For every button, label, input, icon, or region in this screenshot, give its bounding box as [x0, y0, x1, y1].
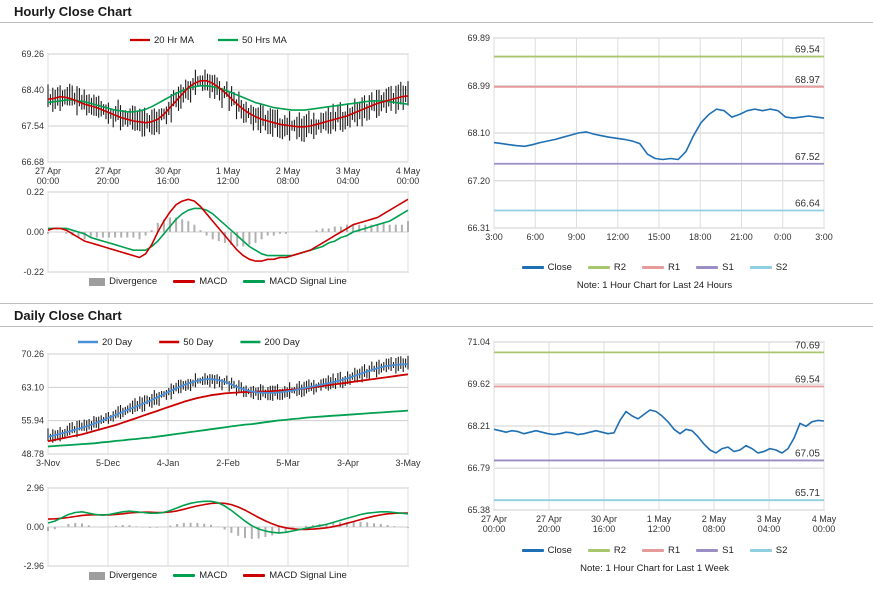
hourly-price-chart: [0, 26, 436, 196]
legend-swatch-line: [588, 266, 610, 269]
svg-text:3:00: 3:00: [815, 232, 833, 242]
svg-text:67.54: 67.54: [21, 121, 44, 131]
svg-text:04:00: 04:00: [336, 176, 360, 186]
hourly-24h-legend-item: [522, 262, 572, 273]
svg-text:63.10: 63.10: [21, 382, 44, 393]
svg-text:50 Day: 50 Day: [183, 337, 214, 348]
svg-text:69.62: 69.62: [467, 379, 490, 390]
svg-text:1 May: 1 May: [215, 166, 241, 176]
legend-label: Close: [547, 545, 572, 556]
svg-text:68.21: 68.21: [467, 421, 490, 431]
legend-swatch-line: [522, 549, 544, 552]
legend-swatch-line: [243, 280, 265, 283]
legend-label: Divergence: [109, 276, 158, 287]
hourly-macd-legend-item: [89, 276, 157, 287]
legend-swatch-line: [642, 549, 664, 552]
svg-text:12:00: 12:00: [606, 232, 630, 242]
svg-text:67.20: 67.20: [467, 175, 490, 186]
svg-text:3 May: 3 May: [335, 166, 361, 176]
svg-text:20 Hr MA: 20 Hr MA: [154, 35, 195, 46]
daily-week-legend-item: [696, 545, 734, 556]
svg-text:16:00: 16:00: [592, 524, 616, 534]
legend-swatch-line: [750, 266, 772, 269]
svg-text:2 May: 2 May: [275, 166, 301, 176]
svg-text:20:00: 20:00: [96, 176, 120, 186]
daily-week-legend-item: [750, 545, 788, 556]
legend-label: R1: [668, 262, 681, 273]
svg-text:27 Apr: 27 Apr: [535, 514, 563, 524]
svg-text:1 May: 1 May: [646, 514, 672, 524]
svg-text:66.31: 66.31: [467, 223, 490, 233]
hourly-title-text: Hourly Close Chart: [14, 4, 132, 19]
svg-text:00:00: 00:00: [812, 524, 836, 534]
daily-week-legend: [436, 545, 873, 574]
svg-text:66.79: 66.79: [467, 463, 490, 474]
legend-label: R2: [613, 262, 627, 273]
legend-swatch-line: [750, 549, 772, 552]
svg-text:0.00: 0.00: [26, 227, 44, 237]
legend-swatch-box: [89, 572, 105, 580]
svg-text:4 May: 4 May: [395, 166, 421, 176]
legend-label: S1: [722, 262, 734, 273]
legend-swatch-line: [696, 266, 718, 269]
svg-text:2.96: 2.96: [26, 483, 44, 493]
hourly-24h-legend: [436, 262, 873, 291]
svg-text:9:00: 9:00: [567, 232, 586, 242]
svg-text:3:00: 3:00: [485, 232, 503, 242]
legend-swatch-line: [588, 549, 610, 552]
svg-text:3-May: 3-May: [395, 458, 421, 468]
legend-swatch-line: [243, 574, 265, 577]
svg-text:27 Apr: 27 Apr: [480, 514, 508, 524]
legend-label: R2: [613, 545, 627, 556]
svg-text:68.40: 68.40: [21, 85, 44, 95]
legend-swatch-line: [696, 549, 718, 552]
svg-text:08:00: 08:00: [702, 524, 726, 534]
svg-text:00:00: 00:00: [396, 176, 420, 186]
svg-text:70.26: 70.26: [21, 349, 44, 359]
daily-macd-legend-item: [243, 570, 347, 581]
daily-macd-legend: [0, 570, 436, 581]
svg-text:4-Jan: 4-Jan: [156, 458, 180, 468]
svg-text:20 Day: 20 Day: [102, 337, 133, 348]
legend-label: MACD Signal Line: [269, 276, 347, 287]
legend-label: S2: [775, 545, 788, 556]
divider-daily: [0, 326, 873, 327]
svg-text:12:00: 12:00: [216, 176, 240, 186]
svg-text:00:00: 00:00: [482, 524, 506, 534]
svg-text:65.38: 65.38: [467, 505, 490, 515]
hourly-24h-chart: [436, 26, 873, 266]
hourly-section-title: [14, 4, 132, 19]
svg-text:08:00: 08:00: [276, 176, 300, 186]
divider-middle: [0, 303, 873, 304]
svg-text:30 Apr: 30 Apr: [590, 514, 618, 524]
legend-label: MACD: [199, 276, 228, 287]
hourly-macd-legend-item: [243, 276, 347, 287]
svg-text:68.99: 68.99: [467, 80, 490, 91]
daily-section-title: [14, 308, 122, 323]
daily-macd-legend-item: [173, 570, 227, 581]
svg-text:12:00: 12:00: [647, 524, 671, 534]
svg-text:21:00: 21:00: [730, 232, 753, 242]
legend-swatch-box: [89, 278, 105, 286]
legend-label: MACD Signal Line: [269, 570, 347, 581]
daily-week-legend-item: [588, 545, 626, 556]
svg-text:0.22: 0.22: [26, 187, 44, 197]
svg-text:3-Nov: 3-Nov: [35, 458, 61, 468]
svg-text:0.00: 0.00: [26, 522, 44, 532]
svg-text:4 May: 4 May: [811, 514, 837, 524]
hourly-24h-legend-item: [750, 262, 788, 273]
hourly-24h-note: Note: 1 Hour Chart for Last 24 Hours: [576, 280, 733, 291]
daily-week-chart: [436, 330, 873, 545]
svg-text:2-Feb: 2-Feb: [216, 458, 240, 468]
legend-label: S1: [722, 545, 734, 556]
svg-text:-2.96: -2.96: [23, 561, 44, 571]
hourly-24h-legend-item: [696, 262, 734, 273]
hourly-24h-legend-item: [642, 262, 680, 273]
legend-label: MACD: [199, 570, 228, 581]
svg-text:68.10: 68.10: [467, 128, 490, 138]
svg-text:5-Mar: 5-Mar: [276, 458, 300, 468]
svg-text:65.71: 65.71: [794, 488, 820, 500]
svg-text:0:00: 0:00: [773, 232, 792, 242]
svg-text:2 May: 2 May: [701, 514, 727, 524]
svg-text:30 Apr: 30 Apr: [154, 166, 182, 176]
svg-text:16:00: 16:00: [156, 176, 180, 186]
svg-text:71.04: 71.04: [467, 337, 490, 347]
legend-label: Close: [547, 262, 572, 273]
daily-week-legend-item: [642, 545, 680, 556]
svg-text:69.26: 69.26: [21, 49, 44, 59]
svg-text:69.89: 69.89: [467, 33, 490, 43]
svg-text:5-Dec: 5-Dec: [95, 458, 121, 468]
hourly-macd-legend: [0, 276, 436, 287]
hourly-24h-legend-item: [588, 262, 626, 273]
svg-text:-0.22: -0.22: [23, 267, 44, 277]
svg-text:69.54: 69.54: [794, 374, 820, 386]
svg-text:20:00: 20:00: [537, 524, 561, 534]
legend-swatch-line: [173, 280, 195, 283]
divider-top: [0, 22, 873, 23]
svg-text:67.52: 67.52: [794, 151, 820, 163]
svg-text:6:00: 6:00: [526, 232, 545, 242]
svg-text:68.97: 68.97: [794, 74, 820, 86]
svg-text:04:00: 04:00: [757, 524, 781, 534]
hourly-macd-legend-item: [173, 276, 227, 287]
daily-price-chart: [0, 330, 436, 480]
legend-swatch-line: [642, 266, 664, 269]
svg-text:70.69: 70.69: [794, 340, 820, 352]
daily-macd-legend-item: [89, 570, 157, 581]
svg-text:48.78: 48.78: [21, 449, 44, 459]
svg-text:67.05: 67.05: [794, 448, 820, 460]
svg-text:00:00: 00:00: [36, 176, 60, 186]
legend-label: R1: [668, 545, 681, 556]
daily-week-legend-item: [522, 545, 572, 556]
svg-text:15:00: 15:00: [647, 232, 671, 242]
svg-text:18:00: 18:00: [688, 232, 712, 242]
svg-text:3-Apr: 3-Apr: [336, 458, 360, 468]
svg-text:66.68: 66.68: [21, 157, 44, 167]
legend-label: Divergence: [109, 570, 158, 581]
legend-label: S2: [775, 262, 788, 273]
svg-text:200 Day: 200 Day: [264, 337, 300, 348]
svg-text:55.94: 55.94: [21, 415, 44, 426]
svg-text:3 May: 3 May: [756, 514, 782, 524]
svg-text:27 Apr: 27 Apr: [34, 166, 62, 176]
legend-swatch-line: [173, 574, 195, 577]
svg-text:66.64: 66.64: [794, 198, 820, 210]
daily-title-text: Daily Close Chart: [14, 308, 122, 323]
daily-week-note: Note: 1 Hour Chart for Last 1 Week: [580, 563, 729, 574]
svg-text:27 Apr: 27 Apr: [94, 166, 122, 176]
svg-text:69.54: 69.54: [794, 44, 820, 56]
legend-swatch-line: [522, 266, 544, 269]
svg-text:50 Hrs MA: 50 Hrs MA: [242, 35, 287, 46]
